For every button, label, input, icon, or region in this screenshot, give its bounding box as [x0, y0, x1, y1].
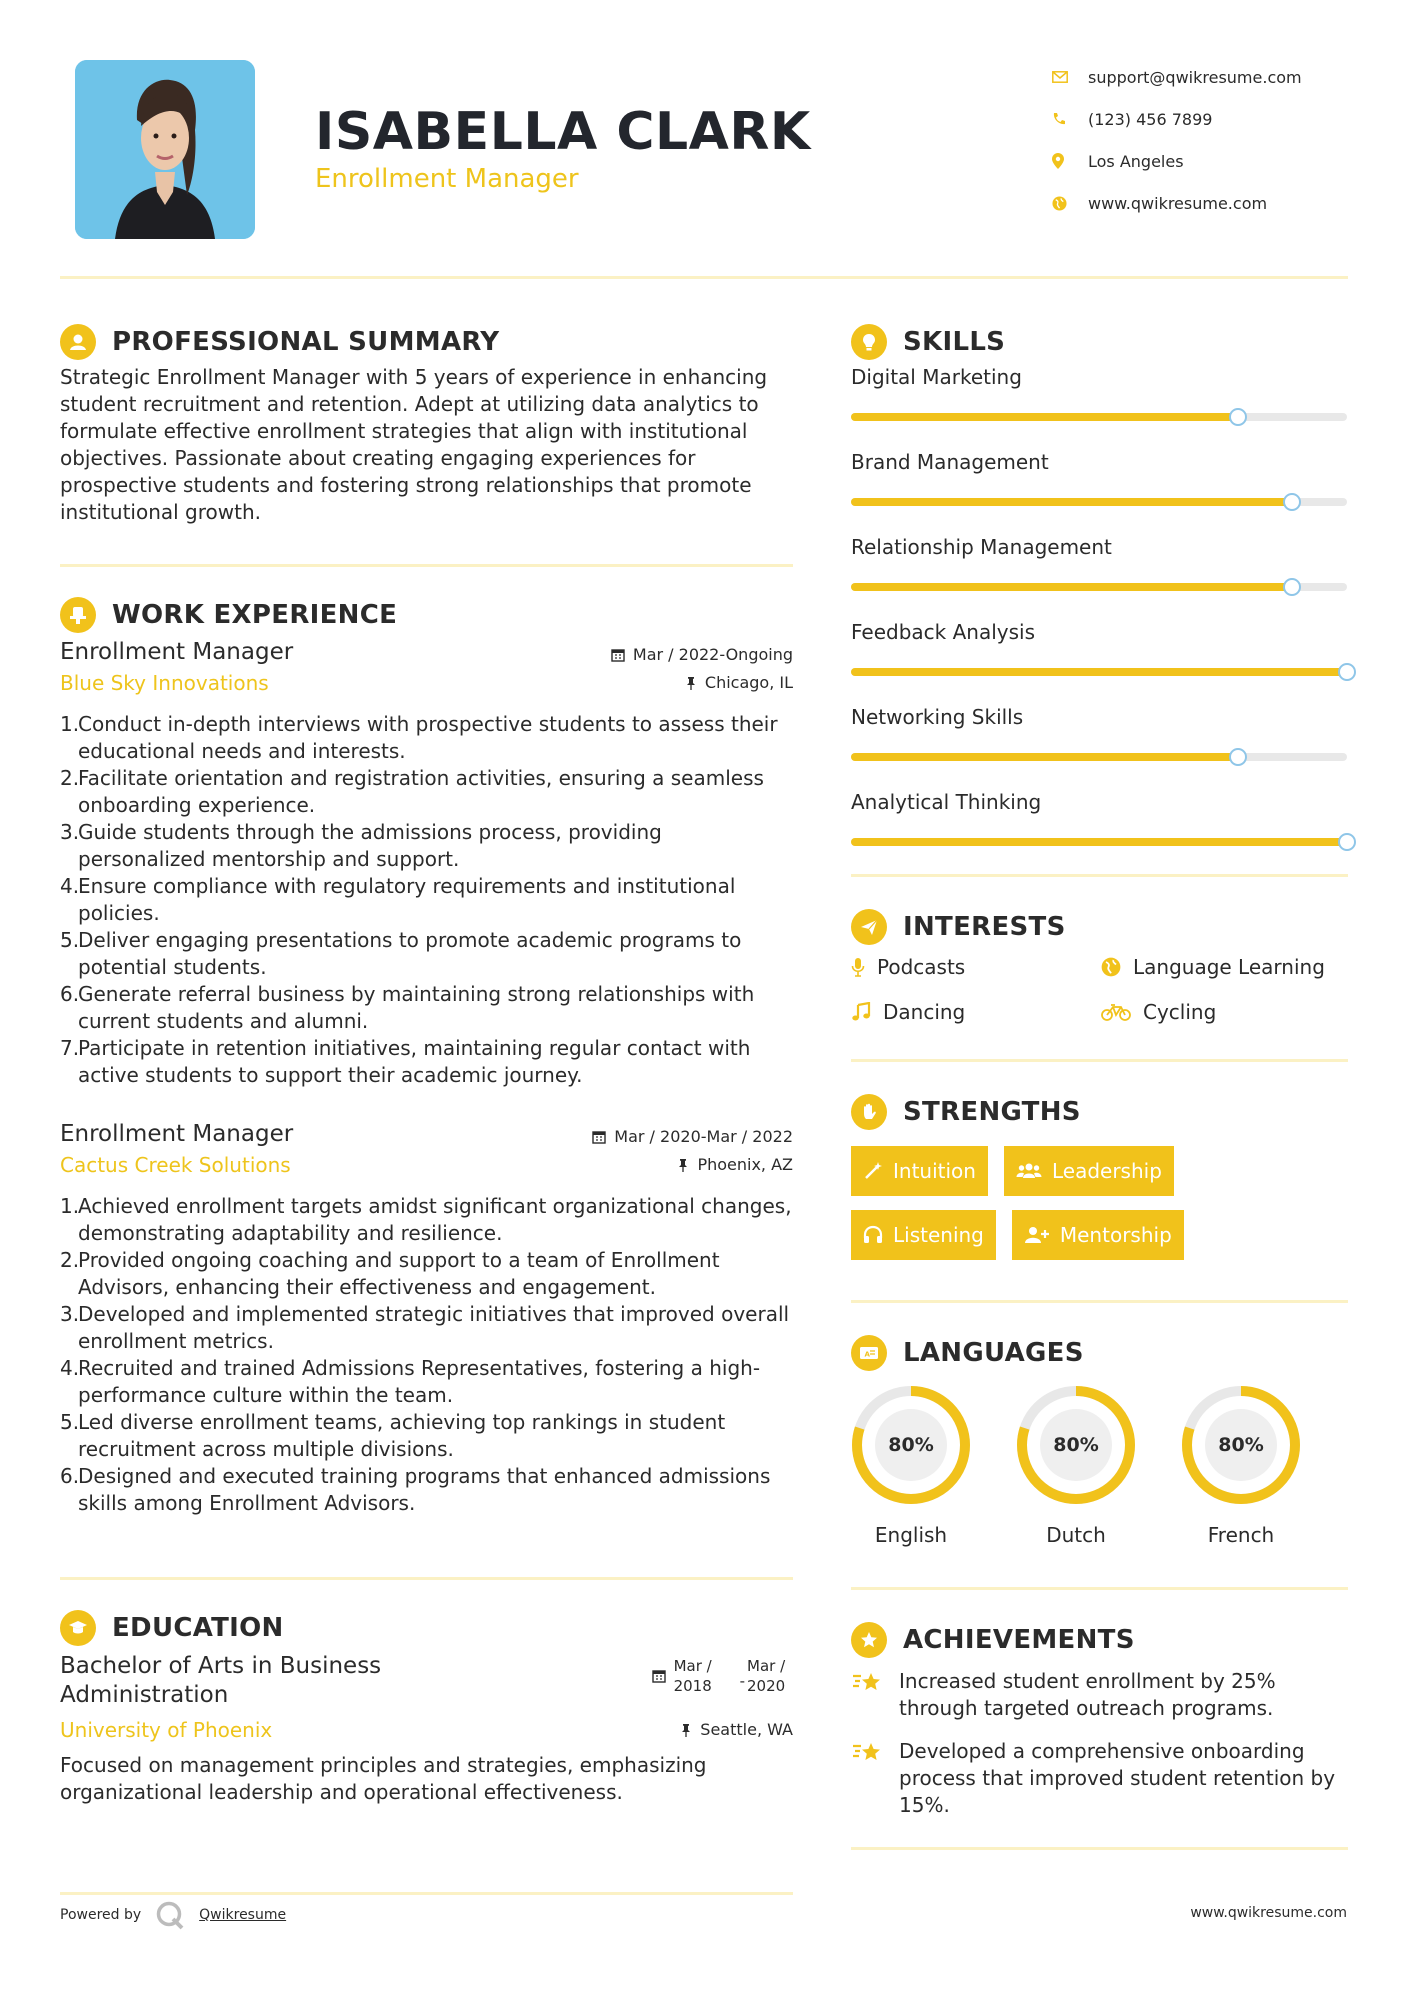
- language-item: [1181, 1385, 1301, 1547]
- strength-label: Intuition: [893, 1159, 976, 1183]
- skills-heading: [851, 322, 1348, 362]
- skill-bar-track: [851, 498, 1347, 506]
- contact-website[interactable]: [1052, 182, 1382, 224]
- job-header: [60, 1121, 793, 1147]
- interest-item: [1101, 953, 1351, 980]
- list-item: Achieved enrollment targets amidst significant organizational changes, demonstrating adaptability and resilience.: [78, 1194, 792, 1245]
- skill-bar-fill: [851, 413, 1238, 421]
- strengths-section: [851, 1092, 1348, 1260]
- job-subheader: [60, 1153, 793, 1177]
- language-name: Dutch: [1046, 1523, 1106, 1547]
- job-header: [60, 639, 793, 665]
- contact-location: [1052, 140, 1382, 182]
- strength-label: Mentorship: [1059, 1223, 1172, 1247]
- skill-bar-knob: [1283, 578, 1301, 596]
- achievement-item: [851, 1738, 1348, 1819]
- date-part: Mar /: [673, 1657, 712, 1675]
- skill-bar-fill: [851, 668, 1347, 676]
- job-location-text: Phoenix, AZ: [697, 1155, 793, 1174]
- calendar-icon: [592, 1130, 606, 1144]
- skill-name: Brand Management: [851, 450, 1049, 474]
- achievements-section: [851, 1620, 1348, 1819]
- list-item: Led diverse enrollment teams, achieving top rankings in student recruitment across multiple divisions.: [78, 1410, 726, 1461]
- skill-bar-knob: [1229, 748, 1247, 766]
- qwikresume-link[interactable]: Qwikresume: [199, 1907, 287, 1923]
- job-entry: [60, 639, 793, 1089]
- work-section: [60, 595, 793, 1517]
- job-title: Enrollment Manager: [60, 1121, 294, 1147]
- job-location-text: Chicago, IL: [704, 673, 793, 692]
- svg-text:A: A: [864, 1350, 870, 1359]
- school-name: University of Phoenix: [60, 1718, 273, 1742]
- interests-grid: [851, 953, 1348, 1025]
- education-subheader: [60, 1718, 793, 1742]
- trophy-star-icon: [851, 1668, 885, 1698]
- list-item: Participate in retention initiatives, maintaining regular contact with active students to support their academic journey.: [78, 1036, 751, 1087]
- date-part: 2020: [747, 1677, 786, 1695]
- skill-bar-knob: [1338, 663, 1356, 681]
- contact-email[interactable]: [1052, 56, 1382, 98]
- map-pin-icon: [1052, 153, 1088, 169]
- skill-item: [851, 449, 1348, 506]
- job-entry: [60, 1121, 793, 1517]
- interest-item: [1101, 998, 1351, 1025]
- footer-url[interactable]: www.qwikresume.com: [1190, 1905, 1347, 1921]
- degree-line: Administration: [60, 1682, 229, 1708]
- list-item: Recruited and trained Admissions Representatives, fostering a high-performance culture within the team.: [78, 1356, 761, 1407]
- skills-section: [851, 322, 1348, 846]
- skills-list: [851, 364, 1348, 846]
- skill-bar-track: [851, 753, 1347, 761]
- paper-plane-icon: [851, 909, 887, 945]
- skill-bar-knob: [1283, 493, 1301, 511]
- left-column: [60, 300, 793, 1806]
- language-ring: [1016, 1385, 1136, 1505]
- pushpin-icon: [685, 676, 697, 690]
- summary-title: PROFESSIONAL SUMMARY: [112, 327, 500, 357]
- user-icon: [60, 324, 96, 360]
- language-percent: 80%: [888, 1434, 934, 1456]
- language-percent: 80%: [1218, 1434, 1264, 1456]
- language-percent: 80%: [1053, 1434, 1099, 1456]
- job-location: [677, 1155, 793, 1174]
- list-item: Developed and implemented strategic initiatives that improved overall enrollment metrics.: [78, 1302, 790, 1353]
- languages-list: [851, 1385, 1348, 1547]
- languages-section: [851, 1333, 1348, 1547]
- contact-phone[interactable]: [1052, 98, 1382, 140]
- skills-title: SKILLS: [903, 327, 1006, 357]
- education-section: [60, 1608, 793, 1806]
- envelope-icon: [1052, 71, 1088, 83]
- languages-heading: [851, 1333, 1348, 1373]
- language-item: [1016, 1385, 1136, 1547]
- interest-label: Dancing: [883, 999, 966, 1024]
- skill-item: [851, 704, 1348, 761]
- contact-website-text: www.qwikresume.com: [1088, 193, 1268, 213]
- skill-item: [851, 364, 1348, 421]
- list-item: Ensure compliance with regulatory requirements and institutional policies.: [78, 874, 736, 925]
- language-name: French: [1207, 1523, 1275, 1547]
- skill-name: Analytical Thinking: [851, 790, 1042, 814]
- contact-list: [1052, 56, 1382, 224]
- company-name: Blue Sky Innovations: [60, 671, 269, 695]
- contact-phone-text: (123) 456 7899: [1088, 109, 1213, 129]
- list-item: Deliver engaging presentations to promote academic programs to potential students.: [78, 928, 742, 979]
- skill-bar-fill: [851, 753, 1238, 761]
- skill-bar-fill: [851, 583, 1292, 591]
- calendar-icon: [611, 648, 625, 662]
- interest-label: Language Learning: [1133, 954, 1325, 979]
- interest-label: Podcasts: [877, 954, 966, 979]
- list-item: Provided ongoing coaching and support to a team of Enrollment Advisors, enhancing their effectiveness and engagement.: [78, 1248, 720, 1299]
- lightbulb-icon: [851, 324, 887, 360]
- education-start-date: [674, 1656, 734, 1696]
- profile-photo: [75, 60, 255, 239]
- right-column: [851, 300, 1348, 1850]
- language-ring: [851, 1385, 971, 1505]
- interest-label: Cycling: [1143, 999, 1217, 1024]
- strength-badge: [1004, 1146, 1174, 1196]
- skill-name: Feedback Analysis: [851, 620, 1036, 644]
- microphone-icon: [851, 957, 865, 977]
- strength-label: Listening: [893, 1223, 984, 1247]
- hand-icon: [851, 1094, 887, 1130]
- skill-item: [851, 789, 1348, 846]
- music-note-icon: [851, 1002, 871, 1022]
- section-divider: [851, 874, 1348, 877]
- magic-wand-icon: [863, 1161, 883, 1181]
- strength-badge: [1012, 1210, 1184, 1260]
- section-divider: [60, 564, 793, 567]
- header-divider: [60, 276, 1348, 279]
- education-heading: [60, 1608, 793, 1648]
- skill-bar-track: [851, 668, 1347, 676]
- company-name: Cactus Creek Solutions: [60, 1153, 291, 1177]
- work-heading: [60, 595, 793, 635]
- achievements-title: ACHIEVEMENTS: [903, 1625, 1135, 1655]
- skill-bar-fill: [851, 498, 1292, 506]
- achievement-text: Developed a comprehensive onboarding process that improved student retention by 15%.: [899, 1739, 1336, 1817]
- calendar-icon: [652, 1669, 666, 1683]
- job-date: [611, 645, 793, 664]
- interests-section: [851, 907, 1348, 1025]
- contact-email-text: support@qwikresume.com: [1088, 67, 1302, 87]
- job-date-text: Mar / 2022-Ongoing: [632, 645, 793, 664]
- summary-text: Strategic Enrollment Manager with 5 years of experience in enhancing student recruitment and retention. Adept at utilizing data analytics to formulate effective enrollment strategies that align with institutional objectives. Passionate about creating engaging experiences for prospective students and fostering strong relationships that promote institutional growth.: [60, 365, 768, 524]
- list-item: Designed and executed training programs that enhanced admissions skills among Enrollment Advisors.: [78, 1464, 771, 1515]
- education-date: [652, 1656, 793, 1696]
- skill-item: [851, 619, 1348, 676]
- user-plus-icon: [1024, 1225, 1050, 1245]
- section-divider: [60, 1577, 793, 1580]
- degree-line: Bachelor of Arts in Business: [60, 1653, 382, 1679]
- school-location-text: Seattle, WA: [700, 1720, 793, 1739]
- interest-item: [851, 998, 1101, 1025]
- job-date: [592, 1127, 793, 1146]
- job-location: [685, 673, 793, 692]
- language-ring: [1181, 1385, 1301, 1505]
- skill-bar-track: [851, 583, 1347, 591]
- candidate-name: ISABELLA CLARK: [315, 102, 811, 162]
- skill-name: Relationship Management: [851, 535, 1112, 559]
- achievements-heading: [851, 1620, 1348, 1660]
- graduation-icon: [60, 1610, 96, 1646]
- job-title: Enrollment Manager: [60, 639, 294, 665]
- language-name: English: [874, 1523, 948, 1547]
- bicycle-icon: [1101, 1003, 1131, 1021]
- phone-icon: [1052, 112, 1088, 126]
- work-title: WORK EXPERIENCE: [112, 600, 398, 630]
- job-date-text: Mar / 2020-Mar / 2022: [614, 1127, 793, 1146]
- section-divider: [851, 1059, 1348, 1062]
- strengths-heading: [851, 1092, 1348, 1132]
- achievement-text: Increased student enrollment by 25% through targeted outreach programs.: [899, 1669, 1276, 1720]
- pushpin-icon: [680, 1723, 692, 1737]
- education-end-date: [747, 1656, 793, 1696]
- date-part: 2018: [673, 1677, 712, 1695]
- language-card-icon: [851, 1335, 887, 1371]
- candidate-title: Enrollment Manager: [315, 164, 579, 194]
- section-divider: [851, 1300, 1348, 1303]
- interest-item: [851, 953, 1101, 980]
- skill-name: Networking Skills: [851, 705, 1024, 729]
- education-description: Focused on management principles and strategies, emphasizing organizational leadership and operational effectiveness.: [60, 1753, 707, 1804]
- trophy-star-icon: [851, 1738, 885, 1768]
- footer-divider: [60, 1892, 793, 1895]
- section-divider: [851, 1587, 1348, 1590]
- list-item: Conduct in-depth interviews with prospective students to assess their educational needs and interests.: [78, 712, 778, 763]
- strength-badge: [851, 1146, 988, 1196]
- skill-bar-fill: [851, 838, 1347, 846]
- list-item: Generate referral business by maintaining strong relationships with current students and alumni.: [78, 982, 755, 1033]
- achievements-list: [851, 1668, 1348, 1819]
- date-dash: -: [739, 1672, 745, 1690]
- duty-list: [60, 711, 793, 1089]
- pushpin-icon: [677, 1158, 689, 1172]
- skill-name: Digital Marketing: [851, 365, 1022, 389]
- interests-heading: [851, 907, 1348, 947]
- education-title: EDUCATION: [112, 1613, 284, 1643]
- skill-item: [851, 534, 1348, 591]
- date-part: Mar /: [747, 1657, 786, 1675]
- star-badge-icon: [851, 1622, 887, 1658]
- section-divider: [851, 1847, 1348, 1850]
- strength-badge: [851, 1210, 996, 1260]
- interests-title: INTERESTS: [903, 912, 1066, 942]
- globe-icon: [1101, 957, 1121, 977]
- skill-bar-knob: [1229, 408, 1247, 426]
- list-item: Guide students through the admissions process, providing personalized mentorship and support.: [78, 820, 662, 871]
- footer-powered-by: [60, 1900, 286, 1930]
- achievement-item: [851, 1668, 1348, 1722]
- languages-title: LANGUAGES: [903, 1338, 1084, 1368]
- language-item: [851, 1385, 971, 1547]
- degree-name: [60, 1652, 381, 1710]
- skill-bar-knob: [1338, 833, 1356, 851]
- summary-section: [60, 322, 793, 526]
- strengths-title: STRENGTHS: [903, 1097, 1081, 1127]
- job-subheader: [60, 671, 793, 695]
- summary-heading: [60, 322, 793, 362]
- duty-list: [60, 1193, 793, 1517]
- briefcase-icon: [60, 597, 96, 633]
- strengths-list: [851, 1146, 1271, 1260]
- strength-label: Leadership: [1051, 1159, 1162, 1183]
- contact-location-text: Los Angeles: [1088, 151, 1184, 171]
- skill-bar-track: [851, 413, 1347, 421]
- skill-bar-track: [851, 838, 1347, 846]
- list-item: Facilitate orientation and registration activities, ensuring a seamless onboarding experience.: [78, 766, 764, 817]
- powered-by-text: Powered by: [60, 1907, 142, 1923]
- education-header: [60, 1652, 793, 1710]
- person-silhouette-icon: [75, 60, 255, 239]
- globe-icon: [1052, 196, 1088, 211]
- qwikresume-logo-icon: [155, 1900, 185, 1930]
- users-icon: [1016, 1161, 1042, 1181]
- school-location: [680, 1720, 793, 1739]
- headphones-icon: [863, 1225, 883, 1245]
